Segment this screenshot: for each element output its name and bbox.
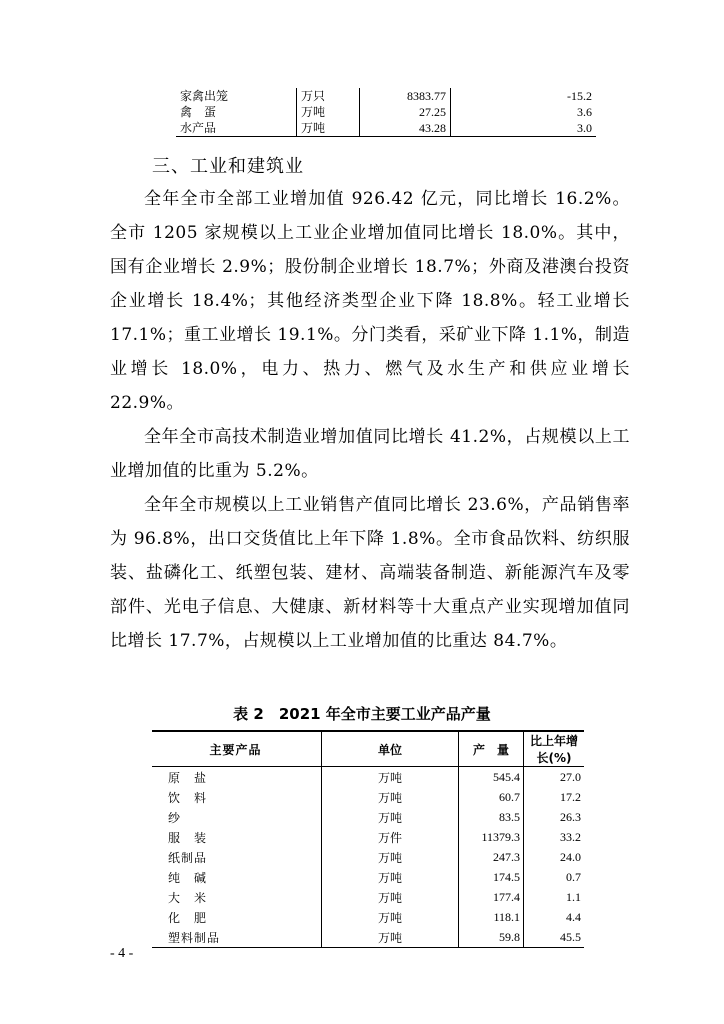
product-name: 禽 蛋 (180, 105, 217, 119)
product-unit: 万吨 (322, 787, 459, 807)
product-name: 纸制品 (168, 850, 208, 865)
product-growth: 3.0 (451, 120, 597, 137)
product-unit: 万吨 (297, 120, 360, 137)
table-row (152, 907, 584, 927)
table-row (152, 787, 584, 807)
table-row (152, 767, 584, 788)
product-output: 60.7 (459, 787, 524, 807)
product-name: 塑料制品 (152, 927, 322, 948)
product-growth: 3.6 (577, 105, 592, 119)
page-number: - 4 - (110, 946, 134, 961)
table-row (152, 847, 584, 867)
product-unit: 万只 (297, 88, 360, 104)
product-name: 饮 料 (168, 790, 208, 805)
product-output: 118.1 (459, 907, 524, 927)
table-row (176, 120, 596, 137)
product-output: 27.25 (360, 104, 451, 120)
paragraph-high-tech-manufacturing: 全年全市高技术制造业增加值同比增长 41.2%，占规模以上工业增加值的比重为 5.2%。 (110, 427, 630, 481)
product-output: 177.4 (459, 887, 524, 907)
product-output: 59.8 (459, 927, 524, 948)
product-output: 174.5 (459, 867, 524, 887)
product-unit: 万吨 (322, 847, 459, 867)
product-unit: 万吨 (322, 767, 459, 788)
table-header-row (152, 731, 584, 767)
product-name: 水产品 (176, 120, 297, 137)
product-name: 家禽出笼 (180, 89, 229, 103)
header-product: 主要产品 (152, 731, 322, 767)
table-row (152, 867, 584, 887)
product-output: 8383.77 (360, 88, 451, 104)
product-growth: 24.0 (560, 849, 581, 864)
product-growth: 26.3 (560, 809, 581, 824)
product-output: 247.3 (459, 847, 524, 867)
product-growth: 27.0 (560, 769, 581, 784)
paragraph-industry-value-added: 全年全市全部工业增加值 926.42 亿元，同比增长 16.2%。全市 1205 家规模以上工业企业增加值同比增长 18.0%。其中，国有企业增长 2.9%；股份制企业增长 18.7%；外商及港澳台投资企业增长 18.4%；其他经济类型企业下降 18.8%。轻工业增长 17.1%；重工业增长 19.1%。分门类看，采矿业下降 1.1%，制造业增长 18.0%，电力、热力、燃气及水生产和供应业增长 22.9%。 (110, 189, 631, 413)
product-unit: 万吨 (322, 807, 459, 827)
header-output: 产 量 (459, 731, 524, 767)
product-output: 545.4 (459, 767, 524, 788)
product-growth: 17.2 (560, 789, 581, 804)
product-unit: 万吨 (297, 104, 360, 120)
product-output: 43.28 (360, 120, 451, 137)
product-unit: 万吨 (322, 867, 459, 887)
product-unit: 万吨 (322, 907, 459, 927)
table-caption: 表 2 2021 年全市主要工业产品产量 (233, 705, 491, 723)
table-row (176, 104, 596, 120)
product-name: 纱 (168, 810, 182, 825)
product-unit: 万件 (322, 827, 459, 847)
product-growth: 33.2 (560, 829, 581, 844)
section-title: 三、工业和建筑业 (152, 156, 304, 177)
table-row (176, 88, 596, 104)
product-name: 原 盐 (168, 770, 208, 785)
product-name: 服 装 (168, 830, 208, 845)
product-growth: 0.7 (566, 869, 581, 884)
product-growth: -15.2 (567, 89, 592, 103)
product-growth: 4.4 (566, 909, 581, 924)
table-row (152, 807, 584, 827)
product-output: 11379.3 (459, 827, 524, 847)
header-growth: 比上年增长(%) (524, 731, 585, 767)
product-output: 83.5 (459, 807, 524, 827)
industrial-products-table (152, 730, 584, 948)
product-name: 化 肥 (168, 910, 208, 925)
paragraph-industrial-sales: 全年全市规模以上工业销售产值同比增长 23.6%，产品销售率为 96.8%，出口交货值比上年下降 1.8%。全市食品饮料、纺织服装、盐磷化工、纸塑包装、建材、高端装备制造、新能源汽车及零部件、光电子信息、大健康、新材料等十大重点产业实现增加值同比增长 17.7%，占规模以上工业增加值的比重达 84.7%。 (110, 495, 630, 651)
agriculture-output-table-continued (176, 88, 596, 137)
body-text (110, 182, 630, 658)
table-row (152, 927, 584, 948)
product-name: 纯 碱 (168, 870, 208, 885)
product-unit: 万吨 (322, 927, 459, 948)
product-unit: 万吨 (322, 887, 459, 907)
product-growth: 1.1 (566, 889, 581, 904)
table-row (152, 887, 584, 907)
product-growth: 45.5 (524, 927, 585, 948)
product-name: 大 米 (168, 890, 208, 905)
header-unit: 单位 (322, 731, 459, 767)
table-row (152, 827, 584, 847)
